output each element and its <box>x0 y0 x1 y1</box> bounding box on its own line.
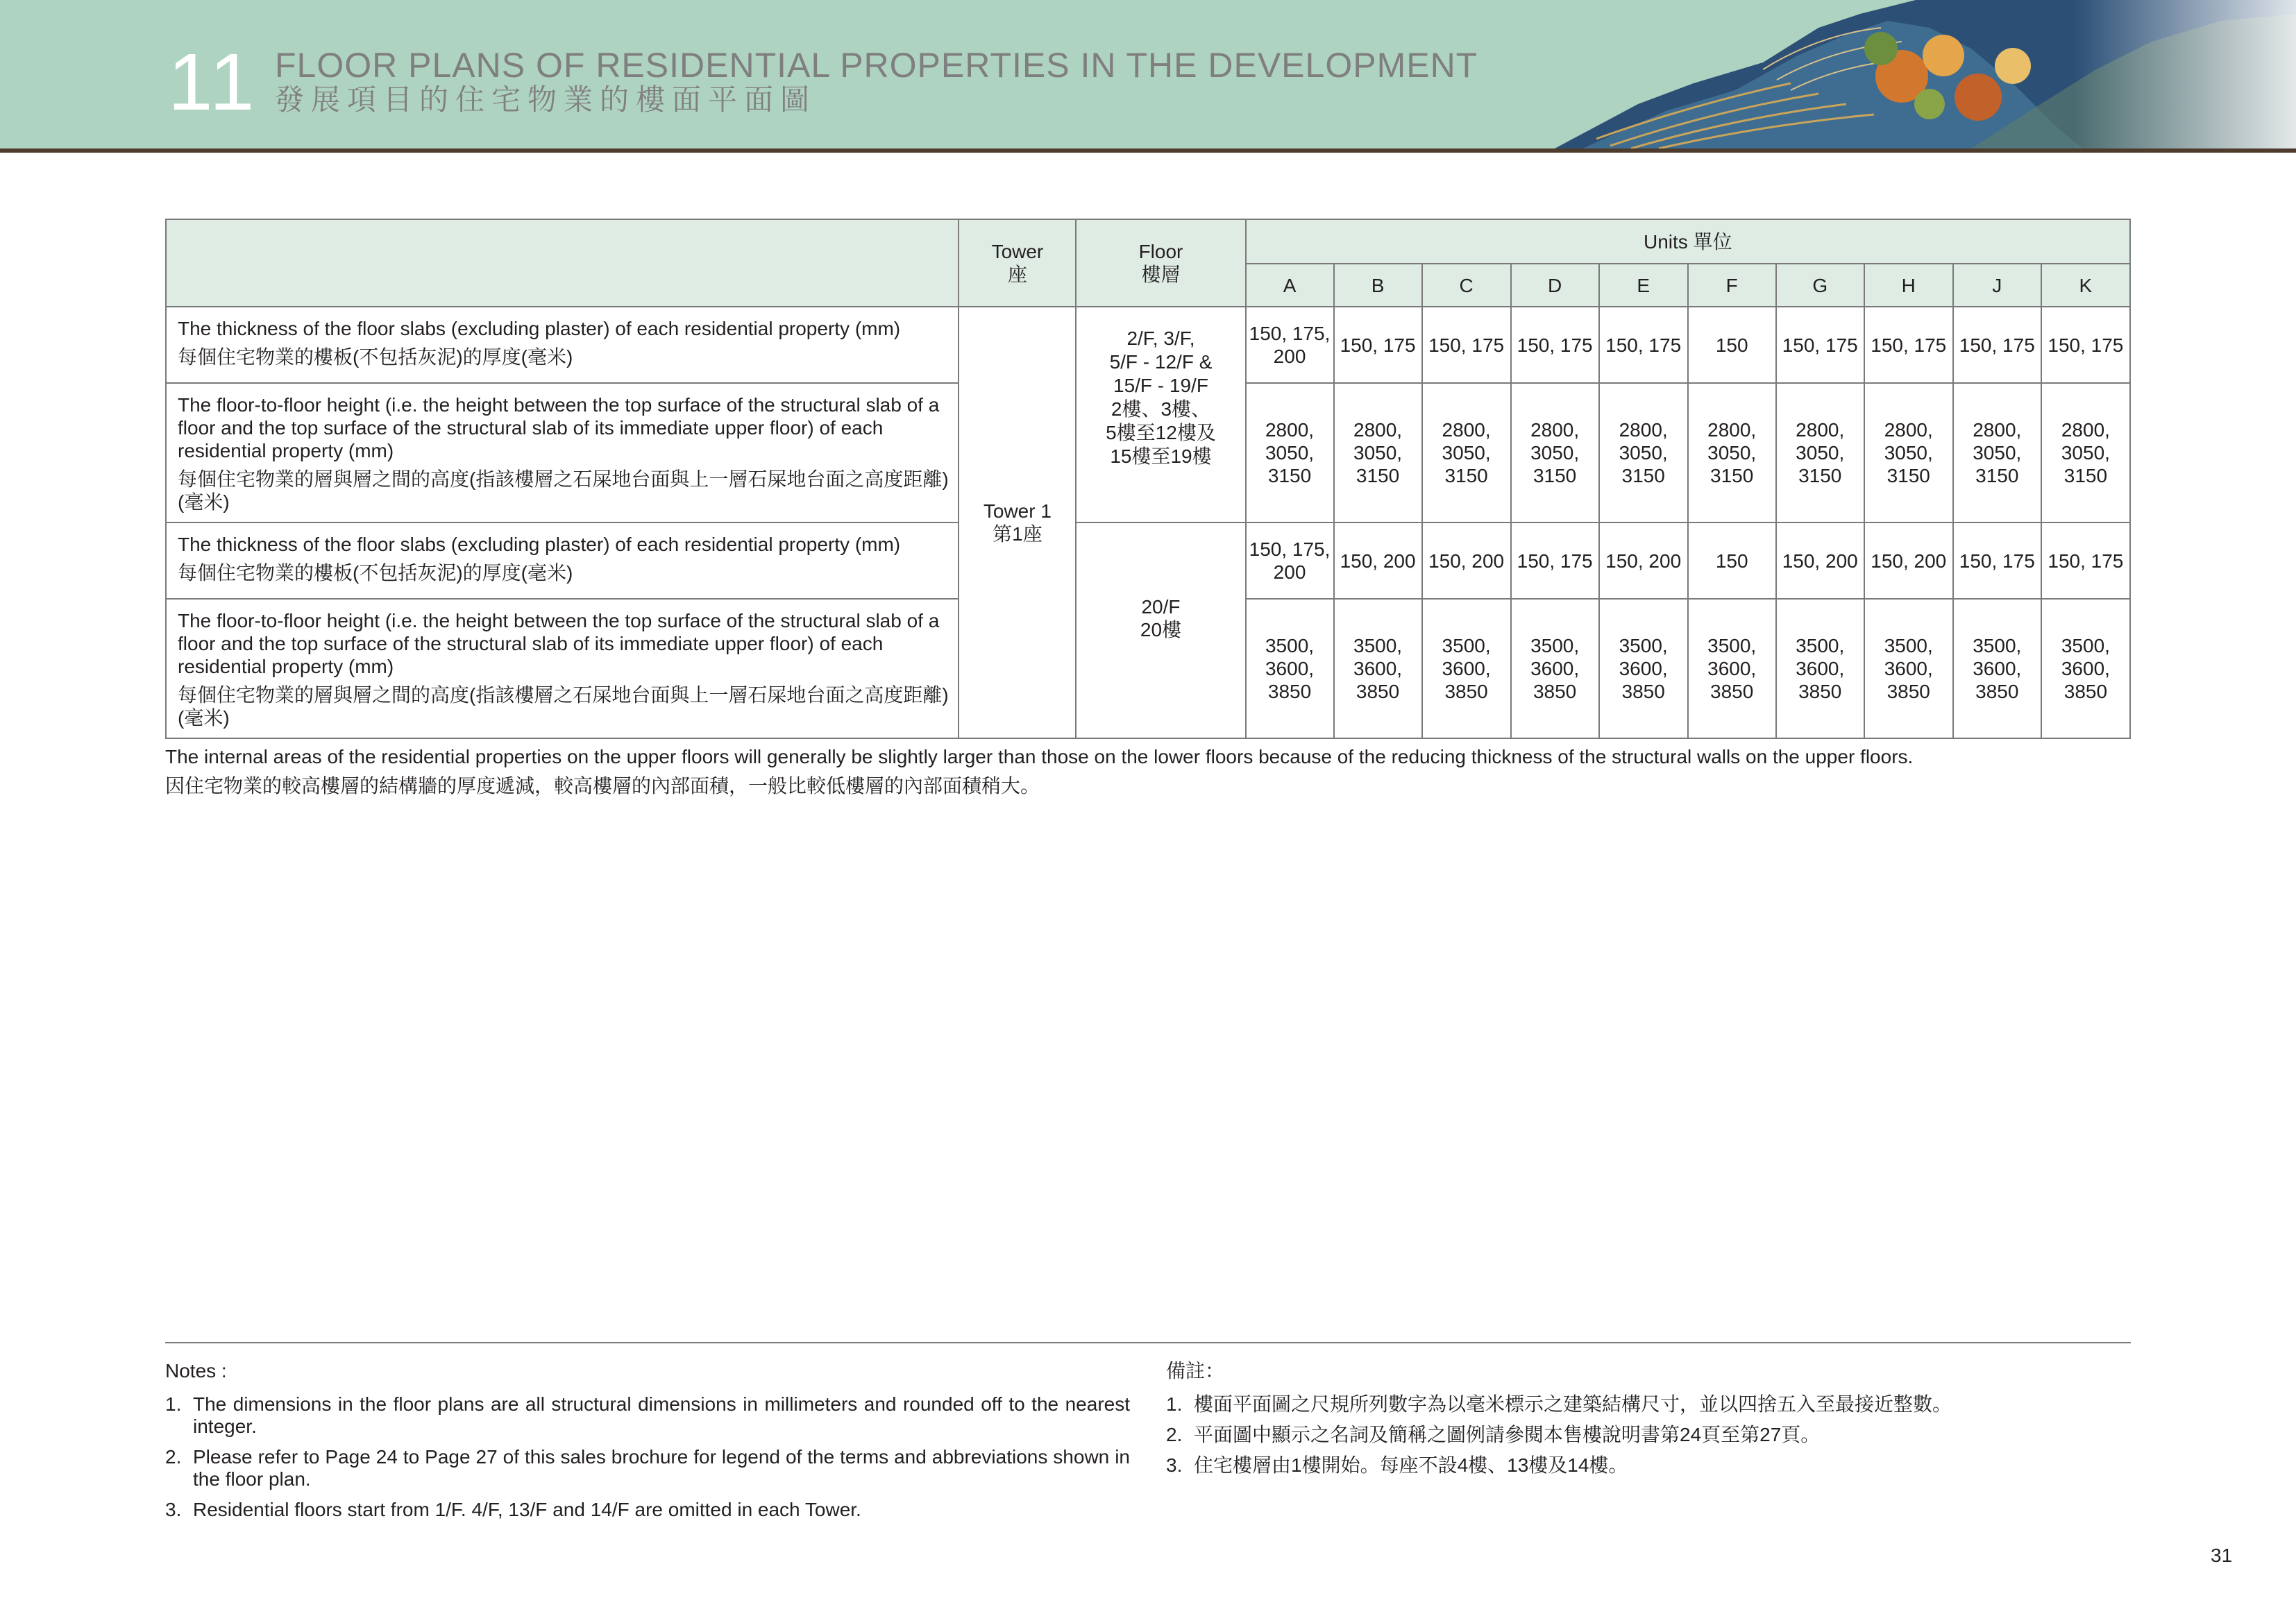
tower-cell: Tower 1 第1座 <box>959 307 1076 738</box>
notes-divider <box>165 1342 2131 1343</box>
notes-chinese <box>1166 1360 2131 1485</box>
floor-spec-table <box>165 219 2131 739</box>
header-divider <box>0 148 2296 153</box>
value-cell: 150, 200 <box>1599 522 1688 599</box>
value-cell: 2800, 3050, 3150 <box>1864 383 1953 522</box>
note-text: 平面圖中顯示之名詞及簡稱之圖例請參閱本售樓說明書第24頁至第27頁。 <box>1194 1424 1821 1445</box>
value-cell: 2800, 3050, 3150 <box>1599 383 1688 522</box>
slab-thickness-label <box>166 522 959 599</box>
value-cell: 3500, 3600, 3850 <box>1688 599 1776 738</box>
decorative-mountain-artwork <box>1555 0 2296 148</box>
floor-height-label-en: The floor-to-floor height (i.e. the height between the top surface of the structural slab of a floor and the top surface of the structural slab of its immediate upper floor) of each residential property (mm) <box>178 394 940 461</box>
unit-header: C <box>1422 264 1511 307</box>
note-text: Please refer to Page 24 to Page 27 of this sales brochure for legend of the terms and abbreviations shown in the floor plan. <box>193 1446 1130 1490</box>
section-title-zh: 發展項目的住宅物業的樓面平面圖 <box>275 83 817 116</box>
note-item <box>1166 1393 2131 1416</box>
unit-header: F <box>1688 264 1776 307</box>
unit-header: K <box>2041 264 2130 307</box>
note-item <box>165 1393 1130 1438</box>
note-item <box>1166 1454 2131 1477</box>
unit-header: B <box>1334 264 1422 307</box>
value-cell: 150, 175 <box>1334 307 1422 383</box>
value-cell: 2800, 3050, 3150 <box>1688 383 1776 522</box>
value-cell: 150, 175 <box>1953 522 2041 599</box>
value-cell: 150 <box>1688 307 1776 383</box>
note-item <box>1166 1424 2131 1446</box>
value-cell: 150 <box>1688 522 1776 599</box>
internal-area-remark <box>165 745 1942 804</box>
value-cell: 3500, 3600, 3850 <box>2041 599 2130 738</box>
header-units: Units 單位 <box>1246 219 2130 264</box>
value-cell: 3500, 3600, 3850 <box>1864 599 1953 738</box>
note-text: 住宅樓層由1樓開始。每座不設4樓、13樓及14樓。 <box>1194 1454 1628 1476</box>
value-cell: 150, 175 <box>1599 307 1688 383</box>
value-cell: 150, 175, 200 <box>1246 522 1334 599</box>
value-cell: 3500, 3600, 3850 <box>1422 599 1511 738</box>
page-number: 31 <box>2211 1545 2233 1566</box>
note-text: Residential floors start from 1/F. 4/F, 13/F and 14/F are omitted in each Tower. <box>193 1499 861 1520</box>
value-cell: 2800, 3050, 3150 <box>2041 383 2130 522</box>
value-cell: 3500, 3600, 3850 <box>1246 599 1334 738</box>
value-cell: 150, 175 <box>1864 307 1953 383</box>
note-item <box>165 1499 1130 1521</box>
note-number: 2. <box>1166 1424 1183 1445</box>
note-number: 3. <box>1166 1454 1183 1476</box>
value-cell: 3500, 3600, 3850 <box>1776 599 1864 738</box>
unit-header: A <box>1246 264 1334 307</box>
note-number: 1. <box>1166 1393 1183 1415</box>
page-header <box>0 0 2296 148</box>
value-cell: 150, 200 <box>1864 522 1953 599</box>
value-cell: 2800, 3050, 3150 <box>1334 383 1422 522</box>
value-cell: 3500, 3600, 3850 <box>1511 599 1599 738</box>
floor-height-label-zh: 每個住宅物業的層與層之間的高度(指該樓層之石屎地台面與上一層石屎地台面之高度距離)(毫米) <box>178 468 949 513</box>
value-cell: 150, 175 <box>1511 307 1599 383</box>
value-cell: 150, 175 <box>1511 522 1599 599</box>
value-cell: 3500, 3600, 3850 <box>1953 599 2041 738</box>
notes-heading-zh: 備註： <box>1166 1360 1225 1382</box>
floor-height-label <box>166 599 959 738</box>
floor-height-label-en: The floor-to-floor height (i.e. the height between the top surface of the structural slab of a floor and the top surface of the structural slab of its immediate upper floor) of each residential property (mm) <box>178 610 940 677</box>
note-number: 2. <box>165 1446 182 1468</box>
unit-header: E <box>1599 264 1688 307</box>
note-text: The dimensions in the floor plans are all structural dimensions in millimeters and rounded off to the nearest integer. <box>193 1393 1130 1437</box>
header-tower: Tower 座 <box>959 219 1076 307</box>
remark-en: The internal areas of the residential properties on the upper floors will generally be slightly larger than those on the lower floors because of the reducing thickness of the structural walls on the upper floors. <box>165 746 1914 767</box>
value-cell: 150, 175 <box>1953 307 2041 383</box>
value-cell: 3500, 3600, 3850 <box>1599 599 1688 738</box>
value-cell: 150, 200 <box>1422 522 1511 599</box>
unit-header: H <box>1864 264 1953 307</box>
value-cell: 2800, 3050, 3150 <box>1776 383 1864 522</box>
value-cell: 2800, 3050, 3150 <box>1953 383 2041 522</box>
notes-heading-en: Notes : <box>165 1360 227 1382</box>
value-cell: 2800, 3050, 3150 <box>1246 383 1334 522</box>
value-cell: 2800, 3050, 3150 <box>1511 383 1599 522</box>
value-cell: 150, 175 <box>1776 307 1864 383</box>
value-cell: 150, 175 <box>1422 307 1511 383</box>
note-item <box>165 1446 1130 1490</box>
unit-header: J <box>1953 264 2041 307</box>
floor-group-cell: 2/F, 3/F, 5/F - 12/F & 15/F - 19/F 2樓、3樓、 5樓至12樓及 15樓至19樓 <box>1076 307 1245 522</box>
value-cell: 150, 175 <box>2041 307 2130 383</box>
table-row <box>166 522 2130 599</box>
remark-zh: 因住宅物業的較高樓層的結構牆的厚度遞減，較高樓層的內部面積，一般比較低樓層的內部面積稍大。 <box>165 775 1040 797</box>
header-blank-cell <box>166 219 959 307</box>
notes-english <box>165 1360 1130 1529</box>
section-number: 11 <box>168 37 258 127</box>
section-title-en: FLOOR PLANS OF RESIDENTIAL PROPERTIES IN THE DEVELOPMENT <box>275 46 1478 85</box>
value-cell: 150, 200 <box>1776 522 1864 599</box>
header-floor: Floor 樓層 <box>1076 219 1245 307</box>
slab-thickness-label-zh: 每個住宅物業的樓板(不包括灰泥)的厚度(毫米) <box>178 562 573 584</box>
value-cell: 2800, 3050, 3150 <box>1422 383 1511 522</box>
value-cell: 150, 175, 200 <box>1246 307 1334 383</box>
slab-thickness-label <box>166 307 959 383</box>
unit-header: D <box>1511 264 1599 307</box>
floor-group-cell: 20/F 20樓 <box>1076 522 1245 738</box>
value-cell: 3500, 3600, 3850 <box>1334 599 1422 738</box>
slab-thickness-label-en: The thickness of the floor slabs (excluding plaster) of each residential property (mm) <box>178 318 901 339</box>
slab-thickness-label-en: The thickness of the floor slabs (excluding plaster) of each residential property (mm) <box>178 534 901 555</box>
table-row <box>166 307 2130 383</box>
note-text: 樓面平面圖之尺規所列數字為以毫米標示之建築結構尺寸，並以四捨五入至最接近整數。 <box>1194 1393 1952 1415</box>
unit-header: G <box>1776 264 1864 307</box>
floor-height-label <box>166 383 959 522</box>
value-cell: 150, 200 <box>1334 522 1422 599</box>
note-number: 1. <box>165 1393 182 1415</box>
note-number: 3. <box>165 1499 182 1520</box>
floor-height-label-zh: 每個住宅物業的層與層之間的高度(指該樓層之石屎地台面與上一層石屎地台面之高度距離)(毫米) <box>178 684 949 729</box>
slab-thickness-label-zh: 每個住宅物業的樓板(不包括灰泥)的厚度(毫米) <box>178 346 573 368</box>
value-cell: 150, 175 <box>2041 522 2130 599</box>
